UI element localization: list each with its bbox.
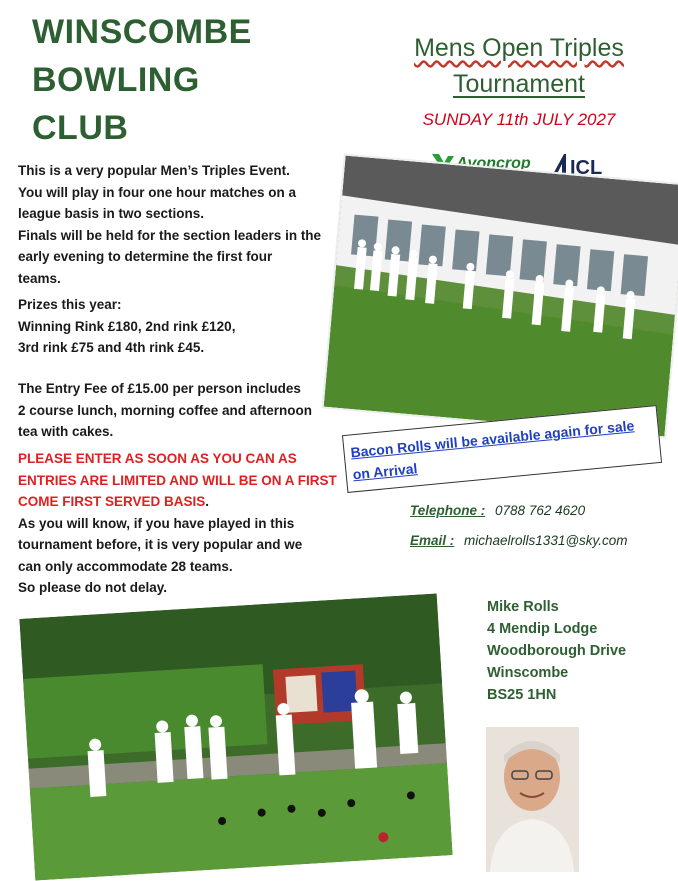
urgent-line: ENTRIES ARE LIMITED AND WILL BE ON A FIRST — [18, 472, 337, 488]
intro-text — [18, 160, 340, 289]
prizes-line: Prizes this year: — [18, 297, 122, 312]
intro-line: early evening to determine the first four — [18, 249, 273, 264]
intro-line: Finals will be held for the section leaders in the — [18, 227, 322, 243]
fee-line: The Entry Fee of £15.00 per person includes — [18, 381, 301, 396]
urgent-line: PLEASE ENTER AS SOON AS YOU CAN AS — [18, 451, 297, 466]
club-name-line1: WINSCOMBE — [32, 13, 252, 51]
telephone-line — [410, 503, 585, 518]
telephone-number[interactable]: 0788 762 4620 — [495, 503, 586, 518]
email-line — [410, 533, 628, 548]
intro-line: You will play in four one hour matches on a — [18, 184, 297, 200]
tournament-title-line2: Tournament — [452, 70, 586, 98]
tournament-title-line1: Mens Open Triples — [414, 34, 624, 62]
fee-line: 2 course lunch, morning coffee and afternoon — [18, 402, 313, 418]
address-line: Woodborough Drive — [487, 643, 627, 659]
tournament-title — [382, 30, 656, 102]
club-name — [32, 8, 252, 152]
contact-portrait — [486, 727, 579, 872]
bowlers-photo — [19, 593, 452, 880]
email-label: Email : — [410, 533, 455, 548]
address-line: Winscombe — [487, 665, 569, 681]
avoncrop-name: Avoncrop — [456, 155, 531, 172]
note-line: tournament before, it is very popular and we — [18, 537, 303, 552]
bacon-rolls-text: Bacon Rolls will be available again for sale on Arrival — [349, 417, 635, 483]
prizes-text — [18, 294, 340, 359]
club-name-line2: BOWLING — [32, 61, 200, 99]
prizes-line: Winning Rink £180, 2nd rink £120, — [18, 318, 236, 334]
urgent-line: COME FIRST SERVED BASIS — [18, 494, 206, 509]
prizes-line: 3rd rink £75 and 4th rink £45. — [18, 340, 205, 355]
postal-address — [487, 596, 626, 706]
address-line: BS25 1HN — [487, 687, 557, 703]
intro-line: teams. — [18, 270, 61, 286]
telephone-label: Telephone : — [410, 503, 486, 518]
note-line: can only accommodate 28 teams. — [18, 558, 233, 574]
intro-line: league basis in two sections. — [18, 206, 205, 221]
urgent-tail: . — [205, 494, 210, 509]
intro-line: This is a very popular Men’s Triples Event. — [18, 163, 290, 178]
club-name-line3: CLUB — [32, 109, 129, 147]
urgent-notice — [18, 448, 340, 599]
note-line: As you will know, if you have played in this — [18, 515, 295, 531]
address-line: Mike Rolls — [487, 599, 559, 615]
fee-line: tea with cakes. — [18, 424, 114, 439]
email-address[interactable]: michaelrolls1331@sky.com — [464, 533, 628, 548]
icl-name: ICL — [570, 157, 603, 179]
tournament-date: SUNDAY 11th JULY 2027 — [422, 110, 616, 129]
entry-fee-text — [18, 378, 340, 443]
address-line: 4 Mendip Lodge — [487, 621, 598, 637]
clubhouse-photo — [322, 153, 678, 438]
note-line: So please do not delay. — [18, 580, 168, 595]
